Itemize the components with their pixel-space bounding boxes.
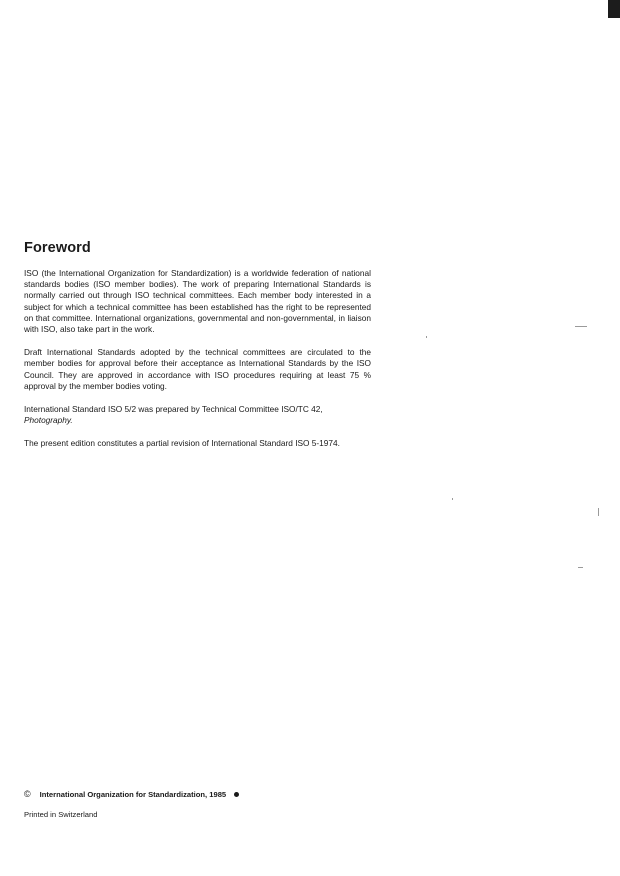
foreword-paragraph-prepared-by bbox=[24, 404, 371, 426]
printed-in: Printed in Switzerland bbox=[24, 810, 98, 819]
foreword-paragraph-drafts: Draft International Standards adopted by the technical committees are circulated to the member bodies for approval before their acceptance as International Standards by the ISO Council. They are approved in accordance with ISO procedures requiring at least 75 % approval by the member bodies voting. bbox=[24, 347, 371, 391]
foreword-section bbox=[24, 240, 371, 462]
scan-speck bbox=[452, 498, 453, 500]
scan-speck bbox=[426, 336, 427, 338]
scan-corner-mark bbox=[608, 0, 620, 18]
prepared-by-text: International Standard ISO 5/2 was prepared by Technical Committee ISO/TC 42, bbox=[24, 404, 323, 415]
scan-speck bbox=[575, 326, 587, 327]
footer-copyright bbox=[24, 789, 239, 799]
foreword-paragraph-revision: The present edition constitutes a partial revision of International Standard ISO 5-1974. bbox=[24, 438, 340, 449]
bullet-icon bbox=[234, 792, 239, 797]
foreword-paragraph-iso: ISO (the International Organization for Standardization) is a worldwide federation of national standards bodies (ISO member bodies). The work of preparing International Standards is normally carried out through ISO technical committees. Each member body interested in a subject for which a technical committee has been established has the right to be represented on that committee. International organizations, governmental and non-governmental, in liaison with ISO, also take part in the work. bbox=[24, 268, 371, 335]
copyright-text: International Organization for Standardization, 1985 bbox=[39, 789, 227, 799]
committee-title: Photography. bbox=[24, 415, 73, 426]
copyright-icon: © bbox=[24, 789, 31, 799]
foreword-heading: Foreword bbox=[24, 240, 91, 256]
scan-speck bbox=[598, 508, 599, 516]
scan-speck bbox=[578, 567, 583, 568]
